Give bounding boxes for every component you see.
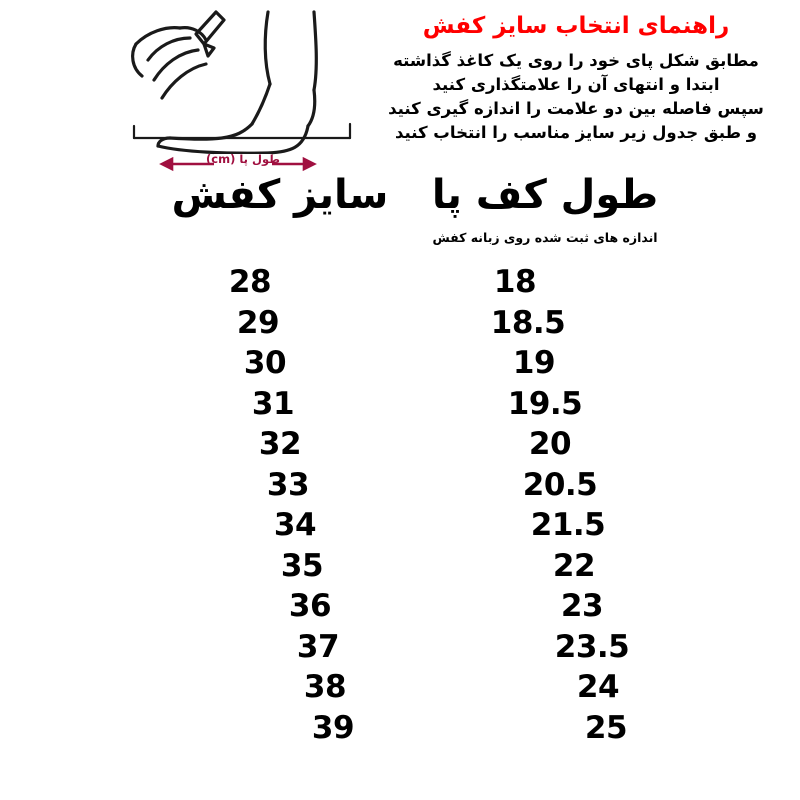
guide-title: راهنمای انتخاب سایز کفش — [422, 13, 730, 39]
instruction-line-3: سپس فاصله بین دو علامت را اندازه گیری کنید — [388, 98, 764, 118]
table-row — [0, 424, 800, 465]
table-row — [0, 708, 800, 749]
table-row — [0, 667, 800, 708]
table-row — [0, 586, 800, 627]
cell-shoe-size: 38 — [303, 669, 347, 705]
instruction-line-4: و طبق جدول زیر سایز مناسب را انتخاب کنید — [394, 122, 758, 142]
header-section — [0, 0, 800, 180]
cell-foot-length: 23.5 — [554, 628, 630, 665]
table-row — [0, 465, 800, 506]
cell-shoe-size: 30 — [243, 345, 287, 381]
cell-shoe-size: 28 — [228, 264, 272, 300]
column-header-shoe-size: سایز کفش — [171, 172, 389, 218]
foot-diagram-svg — [118, 6, 358, 176]
cell-shoe-size: 36 — [288, 588, 332, 624]
cell-foot-length: 18.5 — [490, 304, 566, 341]
cell-shoe-size: 33 — [266, 466, 310, 503]
table-headers — [0, 172, 800, 252]
table-row — [0, 627, 800, 668]
cell-shoe-size: 39 — [311, 709, 355, 746]
size-table — [0, 262, 800, 748]
table-row — [0, 262, 800, 303]
table-row — [0, 384, 800, 425]
instruction-line-2: ابتدا و انتهای آن را علامتگذاری کنید — [432, 74, 720, 94]
table-row — [0, 505, 800, 546]
cell-shoe-size: 34 — [273, 507, 317, 543]
measure-label: طول پا (cm) — [206, 152, 280, 166]
cell-foot-length: 21.5 — [530, 507, 606, 543]
cell-foot-length: 25 — [584, 709, 628, 746]
cell-shoe-size: 29 — [236, 304, 280, 341]
cell-foot-length: 22 — [552, 547, 596, 584]
cell-foot-length: 19 — [512, 345, 556, 381]
column-header-foot-length-note: اندازه های ثبت شده روی زبانه کفش — [432, 230, 658, 245]
table-row — [0, 303, 800, 344]
cell-foot-length: 18 — [493, 264, 537, 300]
cell-foot-length: 20.5 — [522, 466, 598, 503]
cell-shoe-size: 32 — [258, 426, 302, 462]
instruction-line-1: مطابق شکل پای خود را روی یک کاغذ گذاشته — [393, 50, 759, 70]
table-row — [0, 546, 800, 587]
cell-foot-length: 23 — [560, 588, 604, 624]
cell-foot-length: 24 — [576, 669, 620, 705]
cell-shoe-size: 35 — [280, 547, 324, 584]
cell-foot-length: 19.5 — [507, 385, 583, 422]
cell-shoe-size: 31 — [251, 385, 295, 422]
table-row — [0, 343, 800, 384]
column-header-foot-length: طول کف پا — [431, 172, 659, 218]
foot-measure-diagram — [118, 6, 358, 176]
cell-foot-length: 20 — [528, 426, 572, 462]
cell-shoe-size: 37 — [296, 628, 340, 665]
header-text-block — [366, 12, 786, 144]
